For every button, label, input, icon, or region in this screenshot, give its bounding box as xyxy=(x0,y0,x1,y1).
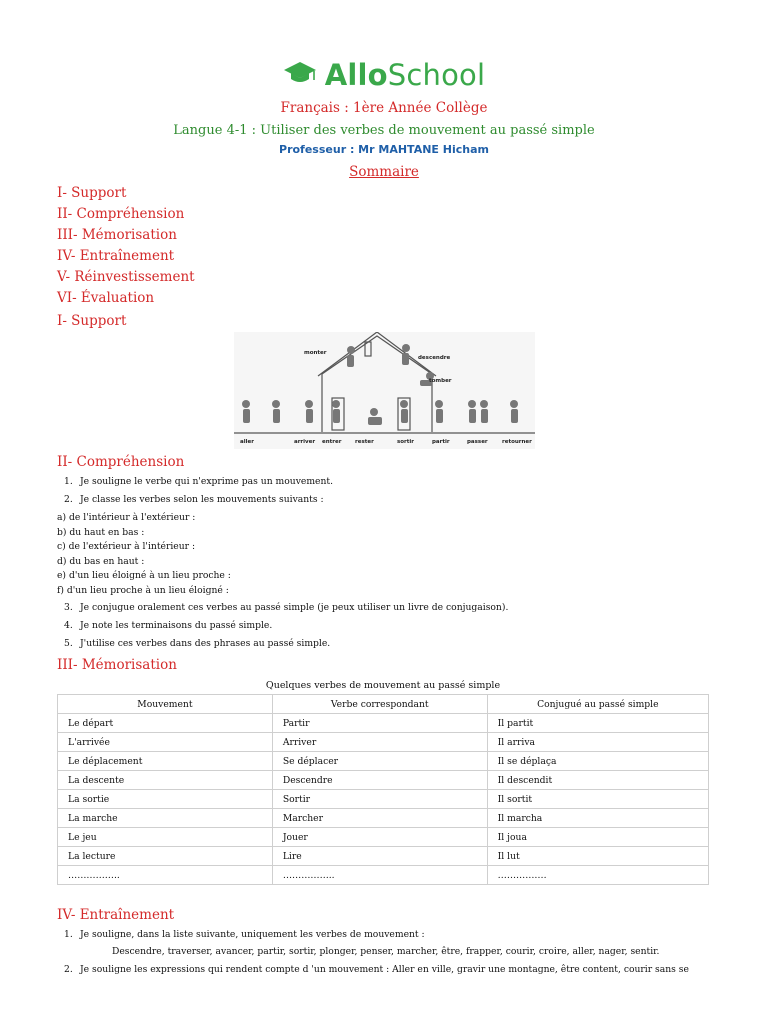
figure-label: descendre xyxy=(418,355,451,361)
figure-label: arriver xyxy=(294,439,316,445)
table-cell: Jouer xyxy=(272,828,487,847)
table-cell: L'arrivée xyxy=(58,733,273,752)
section-title-memorisation: III- Mémorisation xyxy=(57,657,177,673)
column-header: Verbe correspondant xyxy=(272,695,487,714)
table-cell: Se déplacer xyxy=(272,752,487,771)
comprehension-question-4: 4. Je note les terminaisons du passé simple. xyxy=(64,620,273,631)
section-title-support: I- Support xyxy=(57,313,127,329)
table-cell: …………….. xyxy=(272,866,487,885)
table-row xyxy=(58,866,709,885)
table-header-row xyxy=(58,695,709,714)
table-cell: Il descendit xyxy=(487,771,708,790)
table-cell: Il arriva xyxy=(487,733,708,752)
table-cell: Descendre xyxy=(272,771,487,790)
toc-item[interactable]: III- Mémorisation xyxy=(57,227,177,243)
verbs-table xyxy=(57,694,709,885)
table-cell: Marcher xyxy=(272,809,487,828)
summary-title: Sommaire xyxy=(349,164,419,180)
table-cell: Il joua xyxy=(487,828,708,847)
figure-label: rester xyxy=(355,439,374,445)
category-item: c) de l'extérieur à l'intérieur : xyxy=(57,541,196,552)
exercise-question-1: 1. Je souligne, dans la liste suivante, uniquement les verbes de mouvement : xyxy=(64,929,425,940)
lesson-title: Langue 4-1 : Utiliser des verbes de mouvement au passé simple xyxy=(173,123,595,138)
alloschool-logo[interactable] xyxy=(0,58,768,92)
category-item: e) d'un lieu éloigné à un lieu proche : xyxy=(57,570,231,581)
table-cell: Le départ xyxy=(58,714,273,733)
figure-label: tomber xyxy=(429,378,452,384)
comprehension-question-1: 1. Je souligne le verbe qui n'exprime pas un mouvement. xyxy=(64,476,334,487)
table-row xyxy=(58,733,709,752)
comprehension-question-3: 3. Je conjugue oralement ces verbes au passé simple (je peux utiliser un livre de conjugaison). xyxy=(64,602,509,613)
figure-label: partir xyxy=(432,439,450,445)
table-cell: Partir xyxy=(272,714,487,733)
graduation-cap-icon xyxy=(283,60,317,90)
column-header: Mouvement xyxy=(58,695,273,714)
brand-name: AlloSchool xyxy=(324,58,486,92)
table-cell: La lecture xyxy=(58,847,273,866)
figure-label: monter xyxy=(304,350,327,356)
toc-item[interactable]: VI- Évaluation xyxy=(57,290,155,306)
verb-word-list: Descendre, traverser, avancer, partir, sortir, plonger, penser, marcher, être, frapper, courir, croire, aller, nager, sentir. xyxy=(112,946,660,957)
toc-item[interactable]: II- Compréhension xyxy=(57,206,185,222)
table-row xyxy=(58,714,709,733)
category-item: d) du bas en haut : xyxy=(57,556,145,567)
table-cell: La descente xyxy=(58,771,273,790)
table-cell: Le déplacement xyxy=(58,752,273,771)
table-cell: …………….. xyxy=(58,866,273,885)
table-of-contents xyxy=(57,183,195,309)
table-cell: Il marcha xyxy=(487,809,708,828)
table-row xyxy=(58,790,709,809)
table-cell: Il lut xyxy=(487,847,708,866)
figure-label: aller xyxy=(240,439,254,445)
table-cell: Lire xyxy=(272,847,487,866)
table-cell: Il sortit xyxy=(487,790,708,809)
table-row xyxy=(58,771,709,790)
category-item: f) d'un lieu proche à un lieu éloigné : xyxy=(57,585,229,596)
professor-name: Professeur : Mr MAHTANE Hicham xyxy=(279,143,489,156)
table-cell: La sortie xyxy=(58,790,273,809)
table-cell: ……………. xyxy=(487,866,708,885)
table-row xyxy=(58,847,709,866)
table-row xyxy=(58,828,709,847)
table-caption: Quelques verbes de mouvement au passé simple xyxy=(265,680,501,691)
figure-label: retourner xyxy=(502,439,532,445)
column-header: Conjugué au passé simple xyxy=(487,695,708,714)
figure-label: sortir xyxy=(397,439,414,445)
toc-item[interactable]: V- Réinvestissement xyxy=(57,269,195,285)
table-row xyxy=(58,809,709,828)
section-title-entrainement: IV- Entraînement xyxy=(57,907,175,923)
toc-item[interactable]: IV- Entraînement xyxy=(57,248,175,264)
table-cell: Le jeu xyxy=(58,828,273,847)
table-cell: La marche xyxy=(58,809,273,828)
exercise-question-2: 2. Je souligne les expressions qui rendent compte d 'un mouvement : Aller en ville, gravir une montagne, être content, courir sans se xyxy=(64,964,689,975)
movement-verbs-illustration xyxy=(234,332,535,449)
category-item: b) du haut en bas : xyxy=(57,527,145,538)
subject-title: Français : 1ère Année Collège xyxy=(280,100,488,116)
section-title-comprehension: II- Compréhension xyxy=(57,454,185,470)
comprehension-question-2: 2. Je classe les verbes selon les mouvements suivants : xyxy=(64,494,324,505)
figure-label: passer xyxy=(467,439,488,445)
category-item: a) de l'intérieur à l'extérieur : xyxy=(57,512,196,523)
table-cell: Arriver xyxy=(272,733,487,752)
table-cell: Sortir xyxy=(272,790,487,809)
table-cell: Il se déplaça xyxy=(487,752,708,771)
toc-item[interactable]: I- Support xyxy=(57,185,127,201)
table-cell: Il partit xyxy=(487,714,708,733)
table-row xyxy=(58,752,709,771)
comprehension-question-5: 5. J'utilise ces verbes dans des phrases au passé simple. xyxy=(64,638,331,649)
figure-label: entrer xyxy=(322,439,342,445)
